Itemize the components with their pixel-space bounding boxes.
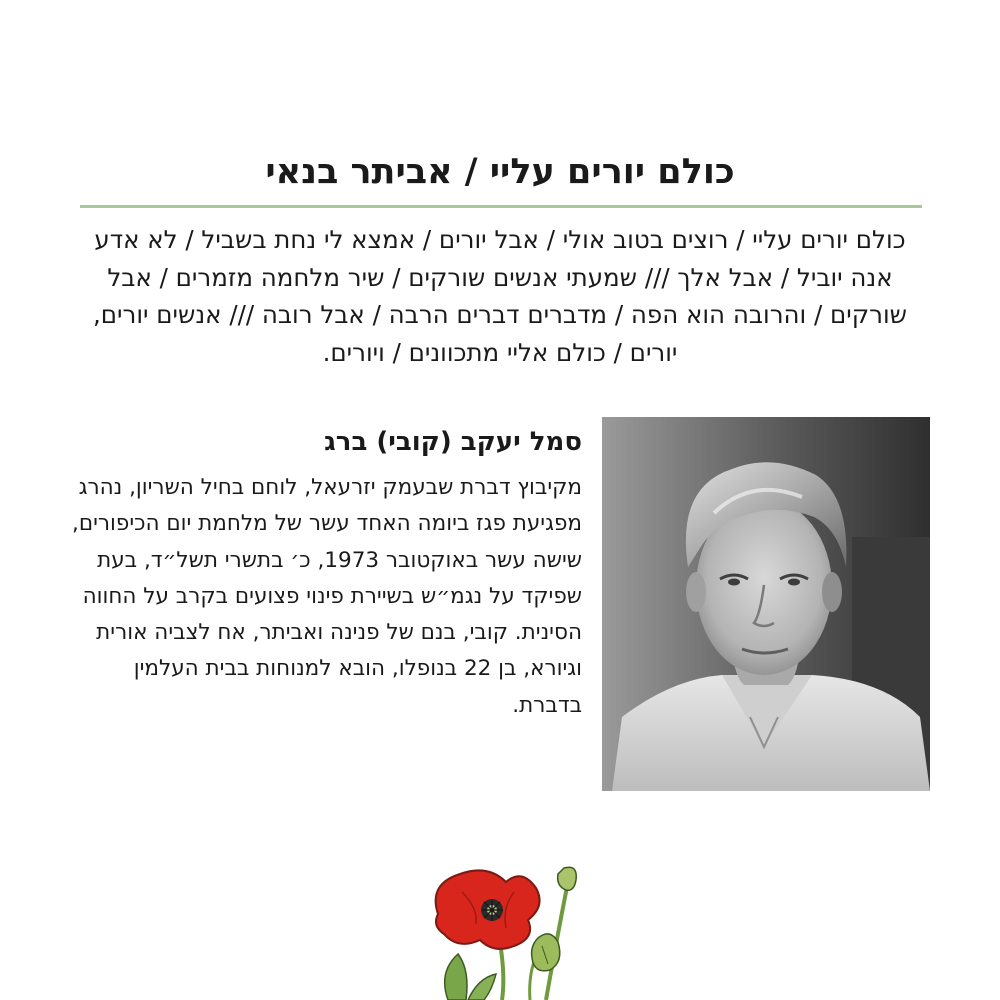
soldier-name: סמל יעקב (קובי) ברג bbox=[324, 427, 582, 457]
soldier-portrait-photo bbox=[602, 417, 930, 791]
poem-text: כולם יורים עליי / רוצים בטוב אולי / אבל יורים / אמצא לי נחת בשביל / לא אדע אנה יוביל / אבל אלך /// שמעתי אנשים שורקים / שיר מלחמה מזמרים / אבל שורקים / והרובה הוא הפה / מדברים דברים הרבה / אבל רובה /// אנשים יורים, יורים / כולם אליי מתכוונים / ויורים. bbox=[92, 225, 908, 367]
title-divider bbox=[80, 205, 922, 208]
poem-title: כולם יורים עליי / אביתר בנאי bbox=[265, 152, 735, 192]
poppy-flower-illustration bbox=[418, 862, 588, 1000]
soldier-biography: מקיבוץ דברת שבעמק יזרעאל, לוחם בחיל השריון, נהרג מפגיעת פגז ביומה האחד עשר של מלחמת יום הכיפורים, שישה עשר באוקטובר 1973, כ׳ בתשרי תשל״ד, בעת שפיקד על נגמ״ש בשיירת פינוי פצועים בקרב על החווה הסינית. קובי, בנם של פנינה ואביתר, אח לצביה אורית וגיורא, בן 22 בנופלו, הובא למנוחות בבית העלמין בדברת. bbox=[71, 475, 582, 718]
